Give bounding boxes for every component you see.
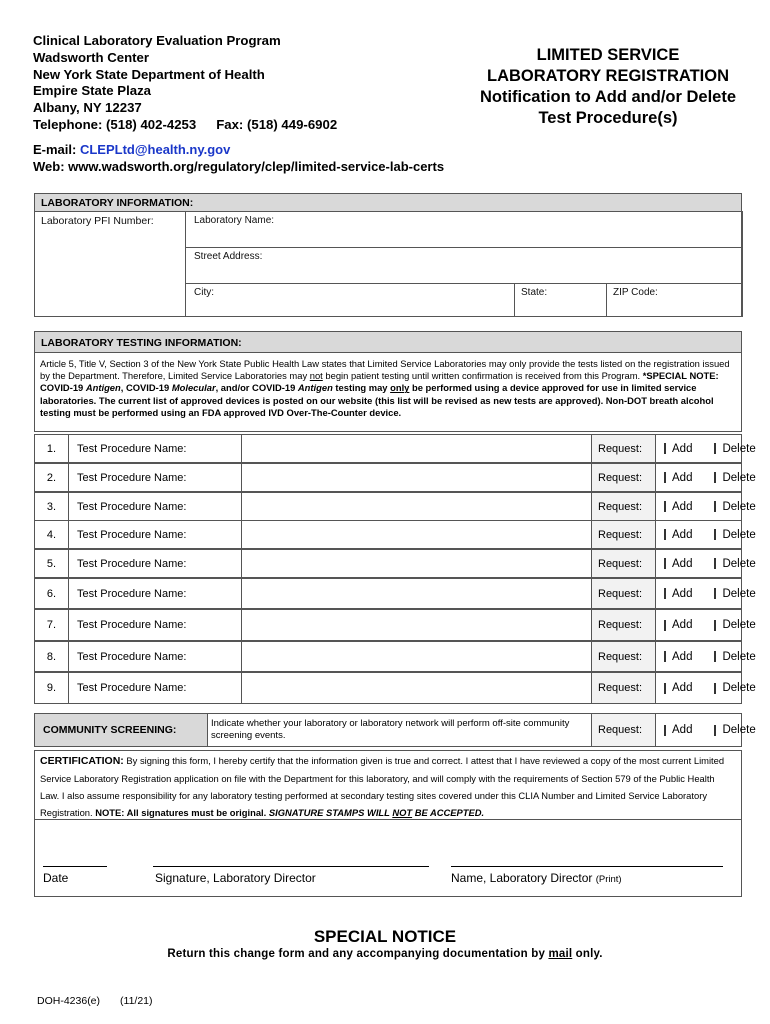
title-line: LIMITED SERVICE xyxy=(536,46,680,64)
request-label: Request: xyxy=(592,579,656,608)
state-field[interactable] xyxy=(514,283,607,317)
community-description: Indicate whether your laboratory or laboratory network will perform off-site community screening events. xyxy=(208,714,592,746)
procedure-name-input[interactable] xyxy=(242,435,592,462)
request-label: Request: xyxy=(592,493,656,520)
procedure-name-input[interactable] xyxy=(242,521,592,548)
procedure-label: Test Procedure Name: xyxy=(69,579,242,608)
organization-address xyxy=(33,33,337,134)
delete-checkbox[interactable] xyxy=(714,501,716,512)
procedure-label: Test Procedure Name: xyxy=(69,550,242,577)
test-procedure-row xyxy=(34,520,756,549)
testing-header xyxy=(34,331,742,353)
org-line: Wadsworth Center xyxy=(33,49,150,65)
community-request-options xyxy=(656,714,756,746)
add-checkbox[interactable] xyxy=(664,651,666,662)
delete-label: Delete xyxy=(722,471,756,484)
request-options xyxy=(656,521,756,548)
delete-label: Delete xyxy=(722,650,756,663)
lab-info-section xyxy=(34,211,742,317)
return-instructions: Return this change form and any accompanying documentation by mail only. xyxy=(167,948,603,960)
org-line: Clinical Laboratory Evaluation Program xyxy=(33,33,281,48)
request-options xyxy=(656,579,756,608)
procedure-label: Test Procedure Name: xyxy=(69,642,242,671)
city-field[interactable] xyxy=(185,283,515,317)
lab-info-title: LABORATORY INFORMATION: xyxy=(41,197,194,209)
procedure-label: Test Procedure Name: xyxy=(69,521,242,548)
community-title: COMMUNITY SCREENING: xyxy=(35,714,208,746)
row-number: 9. xyxy=(35,673,69,703)
procedure-name-input[interactable] xyxy=(242,610,592,640)
org-line: New York State Department of Health xyxy=(33,66,265,82)
delete-label: Delete xyxy=(722,442,756,455)
pfi-label: Laboratory PFI Number: xyxy=(41,215,154,227)
request-label: Request: xyxy=(592,435,656,462)
add-checkbox[interactable] xyxy=(664,529,666,540)
test-procedure-row xyxy=(34,609,756,641)
request-label: Request: xyxy=(592,610,656,640)
delete-checkbox[interactable] xyxy=(714,529,716,540)
form-date: (11/21) xyxy=(120,995,153,1007)
test-procedure-row xyxy=(34,434,756,463)
testing-title: LABORATORY TESTING INFORMATION: xyxy=(41,337,242,349)
add-checkbox[interactable] xyxy=(664,588,666,599)
community-request-label: Request: xyxy=(592,714,656,746)
add-label: Add xyxy=(672,682,693,694)
org-line: Empire State Plaza xyxy=(33,83,152,99)
request-options xyxy=(656,550,756,577)
city-label: City: xyxy=(194,287,214,298)
add-label: Add xyxy=(672,442,693,455)
community-screening-row xyxy=(34,713,756,747)
procedure-name-input[interactable] xyxy=(242,550,592,577)
procedure-label: Test Procedure Name: xyxy=(69,435,242,462)
community-add-label: Add xyxy=(672,724,693,736)
community-delete-label: Delete xyxy=(722,724,756,736)
delete-checkbox[interactable] xyxy=(714,472,716,483)
signature-label: Signature, Laboratory Director xyxy=(155,871,316,885)
add-label: Add xyxy=(672,500,693,513)
special-notice-title: SPECIAL NOTICE xyxy=(313,927,457,946)
procedure-name-input[interactable] xyxy=(242,673,592,703)
add-checkbox[interactable] xyxy=(664,683,666,694)
title-line: Notification to Add and/or Delete xyxy=(479,88,737,106)
lab-name-label: Laboratory Name: xyxy=(194,215,275,226)
row-number: 3. xyxy=(35,493,69,520)
add-checkbox[interactable] xyxy=(664,558,666,569)
form-title xyxy=(466,45,750,129)
row-number: 2. xyxy=(35,464,69,491)
name-label: Name, Laboratory Director (Print) xyxy=(451,871,622,885)
delete-label: Delete xyxy=(722,587,756,600)
row-number: 7. xyxy=(35,610,69,640)
zip-label: ZIP Code: xyxy=(613,287,658,298)
request-label: Request: xyxy=(592,642,656,671)
org-line: Albany, NY 12237 xyxy=(33,100,142,116)
test-procedure-row xyxy=(34,492,756,521)
row-number: 1. xyxy=(35,435,69,462)
add-label: Add xyxy=(672,587,693,600)
procedure-label: Test Procedure Name: xyxy=(69,610,242,640)
test-procedure-row xyxy=(34,549,756,578)
test-procedure-row xyxy=(34,672,756,704)
date-line[interactable] xyxy=(43,866,107,867)
row-number: 6. xyxy=(35,579,69,608)
request-label: Request: xyxy=(592,464,656,491)
add-label: Add xyxy=(672,557,693,570)
add-label: Add xyxy=(672,471,693,484)
name-line[interactable] xyxy=(451,866,723,867)
add-checkbox[interactable] xyxy=(664,620,666,631)
request-options xyxy=(656,464,756,491)
test-procedure-row xyxy=(34,463,756,492)
add-checkbox[interactable] xyxy=(664,443,666,454)
row-number: 4. xyxy=(35,521,69,548)
request-label: Request: xyxy=(592,673,656,703)
date-label: Date xyxy=(43,871,69,885)
street-address-field[interactable] xyxy=(185,247,743,284)
procedure-name-input[interactable] xyxy=(242,579,592,608)
request-label: Request: xyxy=(592,550,656,577)
add-checkbox[interactable] xyxy=(664,501,666,512)
delete-checkbox[interactable] xyxy=(714,620,716,631)
procedure-label: Test Procedure Name: xyxy=(69,493,242,520)
add-checkbox[interactable] xyxy=(664,472,666,483)
testing-notice: Article 5, Title V, Section 3 of the New York State Public Health Law states that Limited Service Laboratories may only provide the tests listed on the registration issued by the Department. Therefore, Limited Service Laboratories may not begin patient testing until written confirmation is received from this Program. *SPECIAL NOTE: COVID-19 Antigen, COVID-19 Molecular, and/or COVID-19 Antigen testing may only be performed using a device approved for use in limited service laboratories. The current list of approved devices is posted on our website (this list will be revised as new tests are approved). Non-DOT breath alcohol testing must be performed using an FDA approved IVD Over-The-Counter device. xyxy=(40,358,730,418)
row-number: 5. xyxy=(35,550,69,577)
contact-info xyxy=(33,141,444,175)
form-id: DOH-4236(e) xyxy=(37,995,101,1007)
community-delete-checkbox[interactable] xyxy=(714,725,716,736)
procedure-label: Test Procedure Name: xyxy=(69,673,242,703)
request-label: Request: xyxy=(592,521,656,548)
delete-checkbox[interactable] xyxy=(714,651,716,662)
request-options xyxy=(656,642,756,671)
request-options xyxy=(656,493,756,520)
signature-box xyxy=(34,819,742,897)
email-link[interactable]: CLEPLtd@health.ny.gov xyxy=(79,142,231,157)
test-procedure-row xyxy=(34,641,756,672)
add-label: Add xyxy=(672,528,693,541)
form-footer xyxy=(37,995,153,1007)
request-options xyxy=(656,673,756,703)
row-number: 8. xyxy=(35,642,69,671)
procedure-name-input[interactable] xyxy=(242,642,592,671)
lab-info-header xyxy=(34,193,742,212)
request-options xyxy=(656,435,756,462)
procedure-name-input[interactable] xyxy=(242,493,592,520)
delete-checkbox[interactable] xyxy=(714,558,716,569)
delete-label: Delete xyxy=(722,528,756,541)
procedure-name-input[interactable] xyxy=(242,464,592,491)
web-line[interactable]: Web: www.wadsworth.org/regulatory/clep/limited-service-lab-certs xyxy=(33,159,445,174)
street-label: Street Address: xyxy=(194,251,263,262)
fax: Fax: (518) 449-6902 xyxy=(216,116,338,132)
phone-fax-line xyxy=(33,117,337,134)
signature-line[interactable] xyxy=(153,866,429,867)
delete-label: Delete xyxy=(722,682,756,694)
add-label: Add xyxy=(672,650,693,663)
title-line: LABORATORY REGISTRATION xyxy=(486,67,729,85)
delete-label: Delete xyxy=(722,619,756,631)
community-add-checkbox[interactable] xyxy=(664,725,666,736)
test-procedure-row xyxy=(34,578,756,609)
certification-text: CERTIFICATION: By signing this form, I hereby certify that the information given is true and correct. I attest that I have reviewed a copy of the most current Limited Service Laboratory Registration application on file with the Department for this laboratory, and will comply with the requirements of Section 579 of the Public Health Law. I also assume responsibility for any laboratory testing performed at secondary testing sites covered under this CLIA Number and Limited Service Laboratory Registration. NOTE: All signatures must be original. SIGNATURE STAMPS WILL NOT BE ACCEPTED. xyxy=(40,755,725,818)
state-label: State: xyxy=(521,287,548,298)
email-label: E-mail: xyxy=(33,142,77,157)
zip-field[interactable] xyxy=(606,283,743,317)
delete-checkbox[interactable] xyxy=(714,443,716,454)
add-label: Add xyxy=(672,619,693,631)
telephone: Telephone: (518) 402-4253 xyxy=(33,116,197,132)
delete-label: Delete xyxy=(722,500,756,513)
request-options xyxy=(656,610,756,640)
procedure-label: Test Procedure Name: xyxy=(69,464,242,491)
title-line: Test Procedure(s) xyxy=(538,109,678,127)
delete-checkbox[interactable] xyxy=(714,588,716,599)
delete-label: Delete xyxy=(722,557,756,570)
lab-name-field[interactable] xyxy=(185,211,743,248)
delete-checkbox[interactable] xyxy=(714,683,716,694)
